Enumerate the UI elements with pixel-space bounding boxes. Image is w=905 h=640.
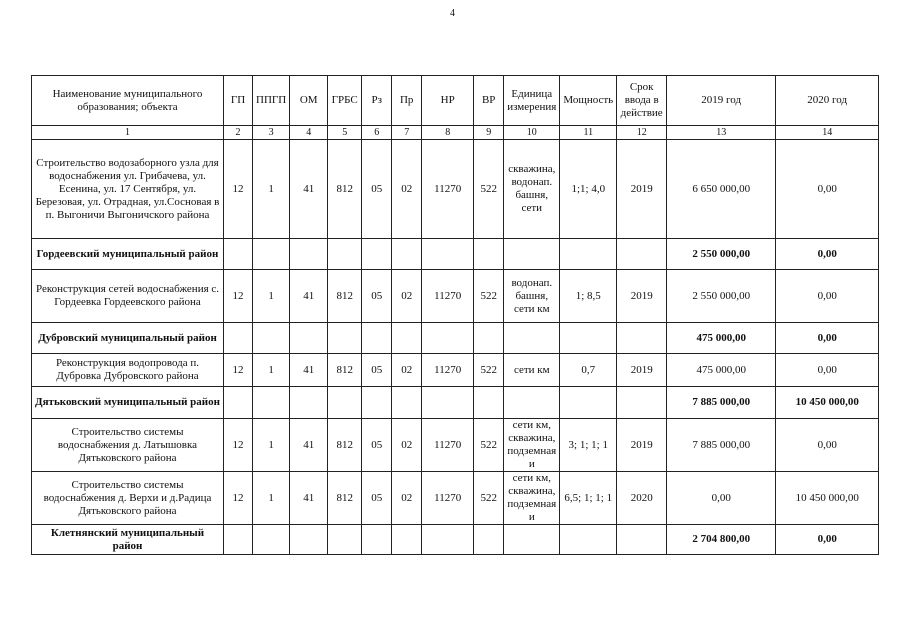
- header-om: ОМ: [290, 76, 328, 126]
- cell-term: 2019: [617, 419, 667, 472]
- cell-2019: 7 885 000,00: [667, 419, 776, 472]
- cell-gp: 12: [224, 472, 253, 525]
- cell-np: 11270: [422, 140, 474, 239]
- district-name: Клетнянский муниципальный район: [32, 525, 224, 555]
- district-2019: 475 000,00: [667, 323, 776, 354]
- district-row: [32, 323, 879, 354]
- cell-np: 11270: [422, 472, 474, 525]
- cell-om: 41: [290, 270, 328, 323]
- cell-grbs: 812: [328, 419, 362, 472]
- cell-power: 6,5; 1; 1; 1: [560, 472, 617, 525]
- district-name: Гордеевский муниципальный район: [32, 239, 224, 270]
- column-number: 14: [776, 126, 879, 140]
- cell-ppgp: 1: [253, 472, 290, 525]
- cell-rz: 05: [362, 270, 392, 323]
- header-unit: Единица измерения: [504, 76, 560, 126]
- district-row: [32, 387, 879, 419]
- cell-vr: 522: [474, 472, 504, 525]
- cell-power: 1; 8,5: [560, 270, 617, 323]
- column-number: 8: [422, 126, 474, 140]
- cell-unit: сети км: [504, 354, 560, 387]
- object-name: Реконструкция сетей водоснабжения с. Гордеевка Гордеевского района: [32, 270, 224, 323]
- cell-rz: 05: [362, 472, 392, 525]
- cell-2019: 0,00: [667, 472, 776, 525]
- table-row: [32, 140, 879, 239]
- header-row: [32, 76, 879, 126]
- header-pr: Пр: [392, 76, 422, 126]
- cell-term: 2019: [617, 354, 667, 387]
- cell-2020: 0,00: [776, 140, 879, 239]
- cell-gp: 12: [224, 354, 253, 387]
- page-number: 4: [450, 8, 455, 19]
- header-np: НР: [422, 76, 474, 126]
- district-2019: 7 885 000,00: [667, 387, 776, 419]
- cell-om: 41: [290, 354, 328, 387]
- header-term: Срок ввода в действие: [617, 76, 667, 126]
- object-name: Строительство системы водоснабжения д. Латышовка Дятьковского района: [32, 419, 224, 472]
- cell-vr: 522: [474, 270, 504, 323]
- cell-om: 41: [290, 140, 328, 239]
- object-name: Реконструкция водопровода п. Дубровка Дубровского района: [32, 354, 224, 387]
- cell-grbs: 812: [328, 472, 362, 525]
- cell-2020: 0,00: [776, 354, 879, 387]
- column-number: 3: [253, 126, 290, 140]
- header-power: Мощность: [560, 76, 617, 126]
- column-number: 2: [224, 126, 253, 140]
- column-number: 13: [667, 126, 776, 140]
- cell-pr: 02: [392, 140, 422, 239]
- district-2019: 2 704 800,00: [667, 525, 776, 555]
- header-name: Наименование муниципального образования; объекта: [32, 76, 224, 126]
- cell-pr: 02: [392, 270, 422, 323]
- object-name: Строительство системы водоснабжения д. Верхи и д.Радица Дятьковского района: [32, 472, 224, 525]
- district-2020: 10 450 000,00: [776, 387, 879, 419]
- cell-vr: 522: [474, 140, 504, 239]
- cell-om: 41: [290, 419, 328, 472]
- column-number: 11: [560, 126, 617, 140]
- cell-2019: 475 000,00: [667, 354, 776, 387]
- district-name: Дубровский муниципальный район: [32, 323, 224, 354]
- header-grbs: ГРБС: [328, 76, 362, 126]
- column-number: 6: [362, 126, 392, 140]
- column-number: 5: [328, 126, 362, 140]
- column-number: 7: [392, 126, 422, 140]
- cell-unit: водонап. башня, сети км: [504, 270, 560, 323]
- cell-power: 0,7: [560, 354, 617, 387]
- cell-pr: 02: [392, 419, 422, 472]
- cell-vr: 522: [474, 354, 504, 387]
- district-name: Дятьковский муниципальный район: [32, 387, 224, 419]
- cell-unit: скважина, водонап. башня, сети: [504, 140, 560, 239]
- cell-gp: 12: [224, 270, 253, 323]
- cell-grbs: 812: [328, 140, 362, 239]
- cell-rz: 05: [362, 419, 392, 472]
- cell-rz: 05: [362, 140, 392, 239]
- cell-pr: 02: [392, 472, 422, 525]
- cell-2020: 10 450 000,00: [776, 472, 879, 525]
- object-name: Строительство водозаборного узла для водоснабжения ул. Грибачева, ул. Есенина, ул. 17 Сентября, ул. Березовая, ул. Отрадная, ул.Сосновая в п. Выгоничи Выгоничского района: [32, 140, 224, 239]
- cell-term: 2019: [617, 270, 667, 323]
- cell-2019: 6 650 000,00: [667, 140, 776, 239]
- table-row: [32, 270, 879, 323]
- column-number: 1: [32, 126, 224, 140]
- header-vr: ВР: [474, 76, 504, 126]
- cell-2020: 0,00: [776, 419, 879, 472]
- district-row: [32, 525, 879, 555]
- cell-term: 2020: [617, 472, 667, 525]
- cell-ppgp: 1: [253, 140, 290, 239]
- column-number: 9: [474, 126, 504, 140]
- district-row: [32, 239, 879, 270]
- cell-unit: сети км, скважина, подземная и: [504, 419, 560, 472]
- cell-term: 2019: [617, 140, 667, 239]
- column-numbers-row: [32, 126, 879, 140]
- cell-grbs: 812: [328, 270, 362, 323]
- cell-pr: 02: [392, 354, 422, 387]
- header-ppgp: ППГП: [253, 76, 290, 126]
- cell-np: 11270: [422, 419, 474, 472]
- district-2020: 0,00: [776, 525, 879, 555]
- cell-grbs: 812: [328, 354, 362, 387]
- cell-power: 1;1; 4,0: [560, 140, 617, 239]
- budget-table: [31, 75, 879, 555]
- cell-unit: сети км, скважина, подземная и: [504, 472, 560, 525]
- cell-om: 41: [290, 472, 328, 525]
- column-number: 4: [290, 126, 328, 140]
- cell-ppgp: 1: [253, 270, 290, 323]
- cell-rz: 05: [362, 354, 392, 387]
- cell-np: 11270: [422, 354, 474, 387]
- cell-gp: 12: [224, 140, 253, 239]
- district-2020: 0,00: [776, 323, 879, 354]
- cell-power: 3; 1; 1; 1: [560, 419, 617, 472]
- header-rz: Рз: [362, 76, 392, 126]
- table-row: [32, 419, 879, 472]
- table-row: [32, 354, 879, 387]
- header-2020: 2020 год: [776, 76, 879, 126]
- district-2019: 2 550 000,00: [667, 239, 776, 270]
- cell-vr: 522: [474, 419, 504, 472]
- cell-2019: 2 550 000,00: [667, 270, 776, 323]
- table-row: [32, 472, 879, 525]
- header-2019: 2019 год: [667, 76, 776, 126]
- cell-2020: 0,00: [776, 270, 879, 323]
- header-gp: ГП: [224, 76, 253, 126]
- column-number: 10: [504, 126, 560, 140]
- cell-np: 11270: [422, 270, 474, 323]
- district-2020: 0,00: [776, 239, 879, 270]
- cell-ppgp: 1: [253, 354, 290, 387]
- column-number: 12: [617, 126, 667, 140]
- cell-gp: 12: [224, 419, 253, 472]
- cell-ppgp: 1: [253, 419, 290, 472]
